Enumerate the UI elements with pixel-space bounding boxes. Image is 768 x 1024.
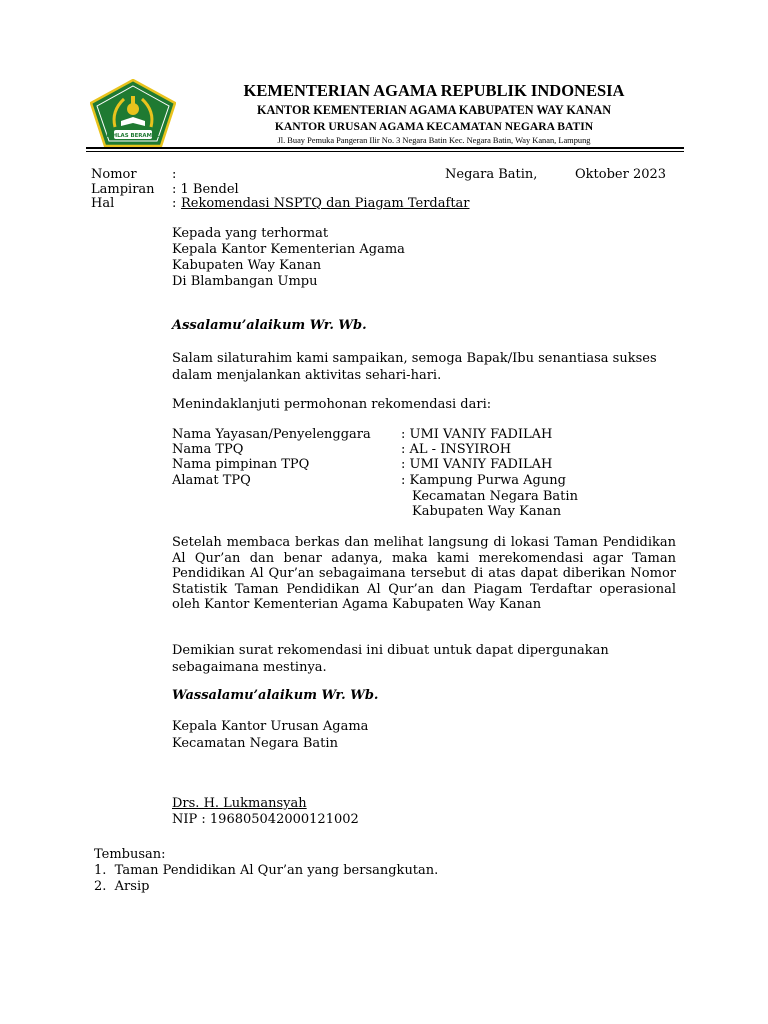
greeting: Assalamu’alaikum Wr. Wb. (172, 318, 367, 333)
signatory-nip: NIP : 196805042000121002 (172, 812, 359, 827)
detail-label: Alamat TPQ (172, 473, 251, 488)
detail-value: : AL - INSYIROH (401, 442, 512, 457)
detail-value: : Kampung Purwa Agung (401, 473, 566, 488)
recipient-line: Kabupaten Way Kanan (172, 258, 322, 273)
detail-value: : UMI VANIY FADILAH (401, 427, 553, 442)
address-line: Kecamatan Negara Batin (412, 489, 578, 504)
recipient-line: Kepala Kantor Kementerian Agama (172, 242, 405, 257)
detail-value: : UMI VANIY FADILAH (401, 457, 553, 472)
signatory-title: Kecamatan Negara Batin (172, 736, 338, 751)
address-line: Kabupaten Way Kanan (412, 504, 562, 519)
letterhead-ministry: KEMENTERIAN AGAMA REPUBLIK INDONESIA (243, 81, 625, 100)
detail-label: Nama pimpinan TPQ (172, 457, 310, 472)
signatory-name: Drs. H. Lukmansyah (172, 796, 307, 811)
detail-label: Nama TPQ (172, 442, 244, 457)
signatory-title: Kepala Kantor Urusan Agama (172, 719, 369, 734)
letterhead-office: KANTOR KEMENTERIAN AGAMA KABUPATEN WAY KANAN (256, 103, 612, 117)
hal-value: Rekomendasi NSPTQ dan Piagam Terdaftar (181, 196, 470, 211)
letter-place: Negara Batin, (445, 167, 538, 182)
letterhead (190, 80, 678, 146)
kemenag-logo (90, 79, 176, 147)
logo-motto: IKHLAS BERAMAL (106, 133, 160, 139)
cc-item: 1. Taman Pendidikan Al Qur’an yang bersangkutan. (94, 863, 439, 878)
nomor-label: Nomor (91, 167, 137, 182)
paragraph-opening: Salam silaturahim kami sampaikan, semoga Bapak/Ibu senantiasa sukses dalam menjalankan aktivitas sehari-hari. (172, 351, 657, 383)
letterhead-kua: KANTOR URUSAN AGAMA KECAMATAN NEGARA BATIN (274, 120, 594, 133)
lampiran-label: Lampiran (91, 182, 155, 197)
nomor-value: : (172, 167, 177, 182)
paragraph-followup: Menindaklanjuti permohonan rekomendasi dari: (172, 397, 492, 412)
letter-date: Oktober 2023 (575, 167, 667, 182)
closing-salutation: Wassalamu’alaikum Wr. Wb. (172, 688, 379, 703)
hal-label: Hal (91, 196, 115, 211)
letterhead-rule-thin (86, 151, 684, 152)
letterhead-rule-thick (86, 147, 684, 149)
paragraph-closing: Demikian surat rekomendasi ini dibuat untuk dapat dipergunakan sebagaimana mestinya. (172, 643, 609, 675)
cc-label: Tembusan: (94, 847, 166, 862)
recipient-line: Di Blambangan Umpu (172, 274, 318, 289)
detail-label: Nama Yayasan/Penyelenggara (172, 427, 371, 442)
hal-colon: : (172, 196, 177, 211)
recipient-line: Kepada yang terhormat (172, 226, 329, 241)
paragraph-recommendation: Setelah membaca berkas dan melihat langsung di lokasi Taman Pendidikan Al Qur’an dan benar adanya, maka kami merekomendasi agar Taman Pendidikan Al Qur’an sebagaimana tersebut di atas dapat diberikan Nomor Statistik Taman Pendidikan Al Qur’an dan Piagam Terdaftar operasional oleh Kantor Kementerian Agama Kabupaten Way Kanan (172, 535, 676, 613)
cc-item: 2. Arsip (94, 879, 150, 894)
letterhead-address: Jl. Buay Pemuka Pangeran Ilir No. 3 Negara Batin Kec. Negara Batin, Way Kanan, Lampung (277, 136, 591, 145)
lampiran-value: : 1 Bendel (172, 182, 239, 197)
